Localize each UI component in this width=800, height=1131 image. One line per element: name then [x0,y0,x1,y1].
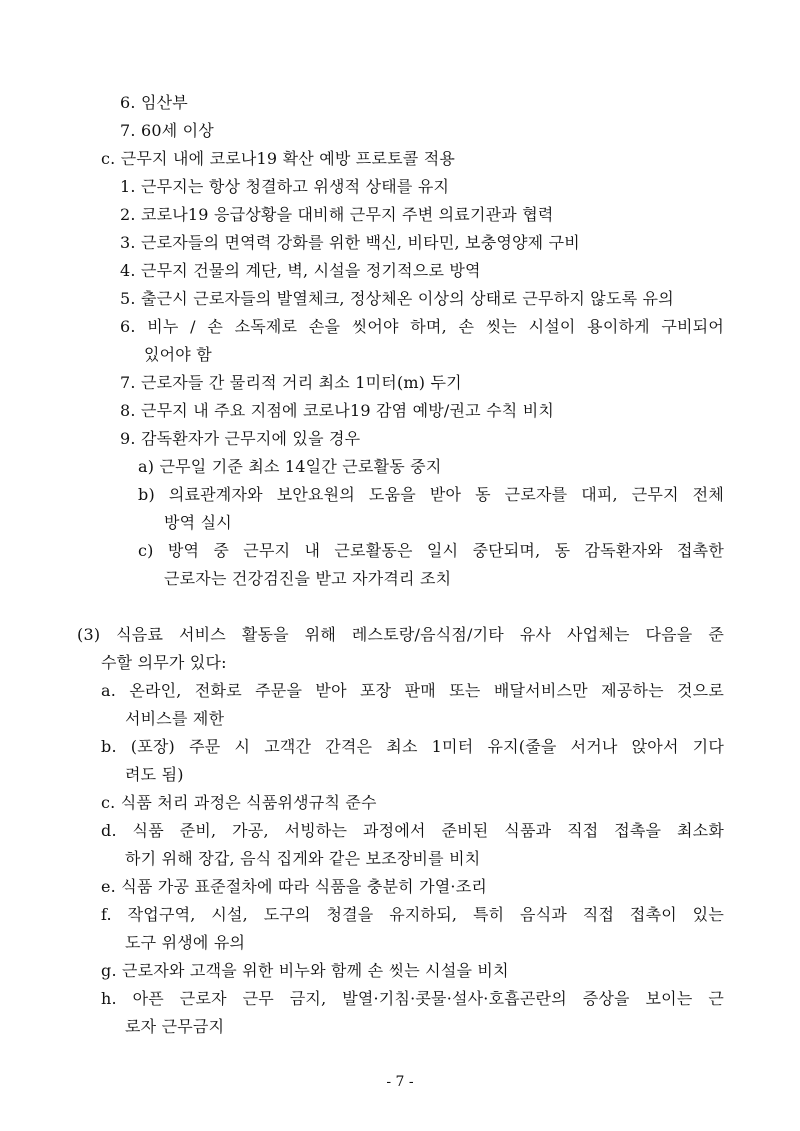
rule-b: b. (포장) 주문 시 고객간 간격은 최소 1미터 유지(줄을 서거나 앉아서 기다 [101,737,724,756]
list-item-c1: 1. 근무지는 항상 청결하고 위생적 상태를 유지 [120,177,450,196]
list-item-c9a: a) 근무일 기준 최소 14일간 근로활동 중지 [138,457,442,476]
list-item-c5: 5. 출근시 근로자들의 발열체크, 정상체온 이상의 상태로 근무하지 않도록 유의 [120,289,674,308]
rule-h-cont: 로자 근무금지 [125,1017,225,1036]
list-item-7: 7. 60세 이상 [120,121,214,140]
list-item-c6: 6. 비누 / 손 소독제로 손을 씻어야 하며, 손 씻는 시설이 용이하게 구비되어 [120,317,724,336]
list-item-c9b: b) 의료관계자와 보안요원의 도움을 받아 동 근로자를 대피, 근무지 전체 [138,485,724,504]
rule-b-cont: 려도 됨) [125,765,184,784]
rule-f: f. 작업구역, 시설, 도구의 청결을 유지하되, 특히 음식과 직접 접촉이 있는 [101,905,724,924]
rule-c: c. 식품 처리 과정은 식품위생규칙 준수 [101,793,377,812]
subsection-c-heading: c. 근무지 내에 코로나19 확산 예방 프로토콜 적용 [101,149,456,168]
rule-g: g. 근로자와 고객을 위한 비누와 함께 손 씻는 시설을 비치 [101,961,509,980]
rule-f-cont: 도구 위생에 유의 [125,933,246,952]
list-item-c4: 4. 근무지 건물의 계단, 벽, 시설을 정기적으로 방역 [120,261,481,280]
rule-d-cont: 하기 위해 장갑, 음식 집게와 같은 보조장비를 비치 [125,849,481,868]
list-item-c3: 3. 근로자들의 면역력 강화를 위한 백신, 비타민, 보충영양제 구비 [120,233,580,252]
list-item-6: 6. 임산부 [120,93,188,112]
list-item-c8: 8. 근무지 내 주요 지점에 코로나19 감염 예방/권고 수칙 비치 [120,401,555,420]
list-item-c7: 7. 근로자들 간 물리적 거리 최소 1미터(m) 두기 [120,373,462,392]
rule-e: e. 식품 가공 표준절차에 따라 식품을 충분히 가열·조리 [101,877,488,896]
list-item-c9c: c) 방역 중 근무지 내 근로활동은 일시 중단되며, 동 감독환자와 접촉한 [138,541,724,560]
rule-a-cont: 서비스를 제한 [125,709,225,728]
rule-h: h. 아픈 근로자 근무 금지, 발열·기침·콧물·설사·호흡곤란의 증상을 보이는 근 [101,989,724,1008]
page-number: - 7 - [386,1074,414,1090]
section-3-heading: (3) 식음료 서비스 활동을 위해 레스토랑/음식점/기타 유사 사업체는 다음을 준 [77,625,724,644]
list-item-c9b-cont: 방역 실시 [164,513,232,532]
section-3-heading-cont: 수할 의무가 있다: [101,653,227,672]
list-item-c6-cont: 있어야 함 [144,345,212,364]
list-item-c2: 2. 코로나19 응급상황을 대비해 근무지 주변 의료기관과 협력 [120,205,554,224]
list-item-c9: 9. 감독환자가 근무지에 있을 경우 [120,429,361,448]
rule-d: d. 식품 준비, 가공, 서빙하는 과정에서 준비된 식품과 직접 접촉을 최소화 [101,821,724,840]
rule-a: a. 온라인, 전화로 주문을 받아 포장 판매 또는 배달서비스만 제공하는 것으로 [101,681,724,700]
list-item-c9c-cont: 근로자는 건강검진을 받고 자가격리 조치 [164,569,452,588]
